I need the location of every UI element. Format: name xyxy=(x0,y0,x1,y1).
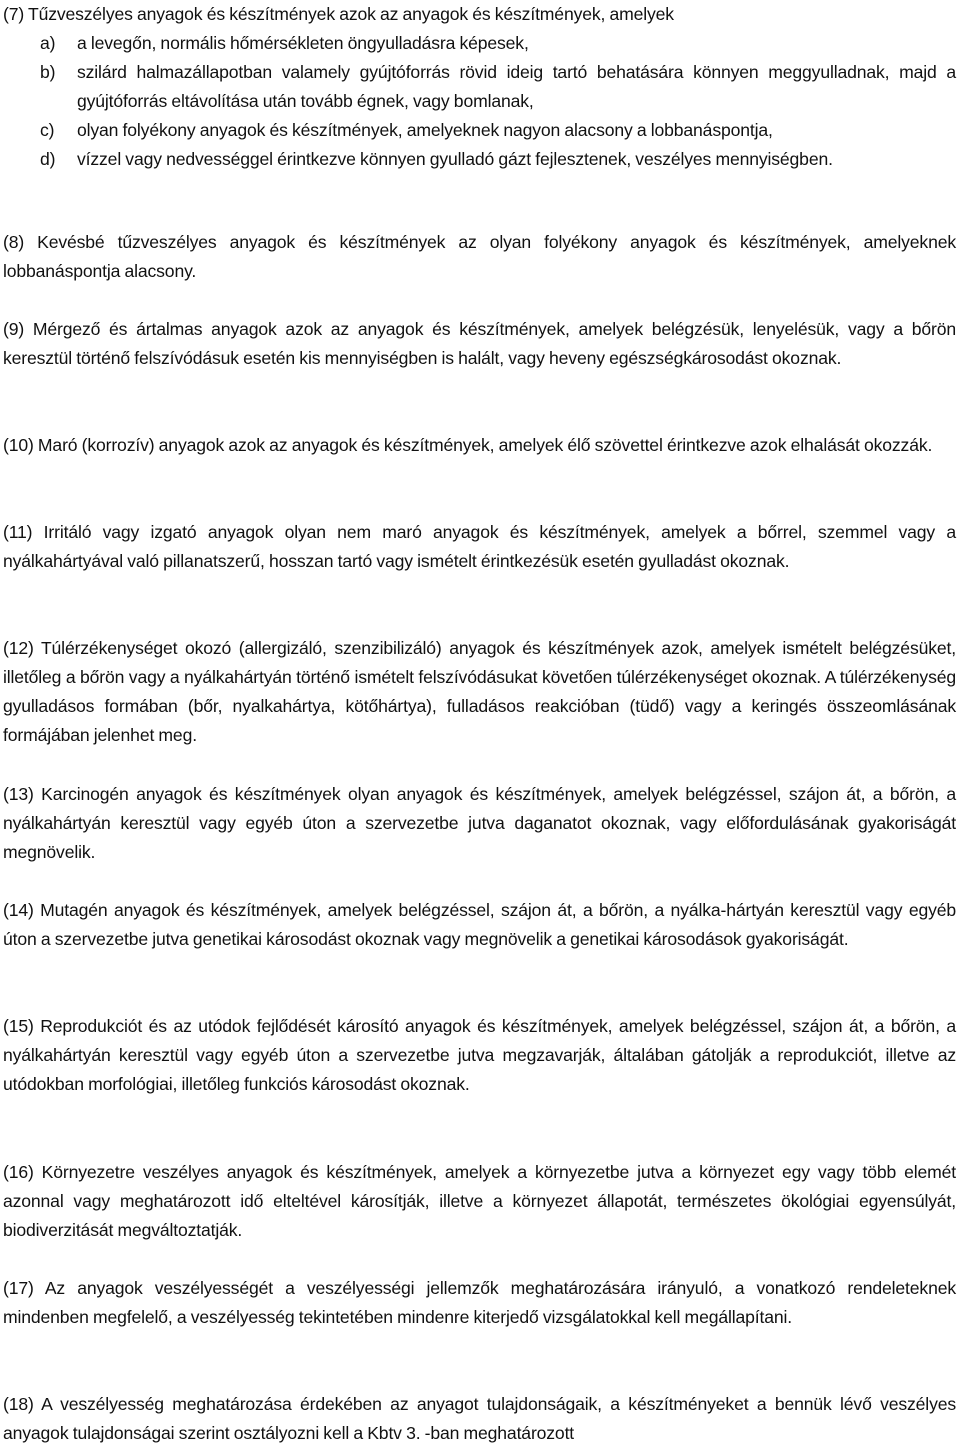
paragraph-15: (15) Reprodukciót és az utódok fejlődését károsító anyagok és készítmények, amelyek belégzéssel, szájon át, a bőrön, a nyálkahártyán keresztül vagy egyéb úton a szervezetbe jutva megzavarják, általában gátolják a reprodukciót, illetve az utódokban morfológiai, illetőleg funkciós károsodást okoznak. xyxy=(3,1016,956,1094)
list-item-text: vízzel vagy nedvességgel érintkezve könnyen gyulladó gázt fejlesztenek, veszélyes mennyiségben. xyxy=(77,149,833,169)
paragraph-11: (11) Irritáló vagy izgató anyagok olyan nem maró anyagok és készítmények, amelyek a bőrrel, szemmel vagy a nyálkahártyával való pillanatszerű, hosszan tartó vagy ismételt érintkezésük esetén gyulladást okoznak. xyxy=(3,522,956,571)
list-item-c xyxy=(3,116,956,145)
list-marker: b) xyxy=(40,62,56,82)
paragraph-17: (17) Az anyagok veszélyességét a veszélyességi jellemzők meghatározására irányuló, a vonatkozó rendeleteknek mindenben megfelelő, a veszélyesség tekintetében mindenre kiterjedő vizsgálatokkal kell megállapítani. xyxy=(3,1278,956,1327)
list-marker: c) xyxy=(40,120,55,140)
list-marker: a) xyxy=(40,33,56,53)
paragraph-13: (13) Karcinogén anyagok és készítmények olyan anyagok és készítmények, amelyek belégzéssel, szájon át, a bőrön, a nyálkahártyán keresztül vagy egyéb úton a szervezetbe jutva daganatot okoznak, vagy előfordulásának gyakoriságát megnövelik. xyxy=(3,784,956,862)
paragraph-14: (14) Mutagén anyagok és készítmények, amelyek belégzéssel, szájon át, a bőrön, a nyálka-hártyán keresztül vagy egyéb úton a szervezetbe jutva genetikai károsodást okoznak vagy megnövelik a genetikai károsodások gyakoriságát. xyxy=(3,900,956,949)
paragraph-9: (9) Mérgező és ártalmas anyagok azok az anyagok és készítmények, amelyek belégzésük, lenyelésük, vagy a bőrön keresztül történő felszívódásuk esetén kis mennyiségben is halált, vagy heveny egészségkárosodást okoznak. xyxy=(3,319,956,368)
list-item-b xyxy=(3,58,956,116)
list-marker: d) xyxy=(40,149,56,169)
paragraph-8: (8) Kevésbé tűzveszélyes anyagok és készítmények az olyan folyékony anyagok és készítmények, amelyeknek lobbanáspontja alacsony. xyxy=(3,232,956,281)
paragraph-10: (10) Maró (korrozív) anyagok azok az anyagok és készítmények, amelyek élő szövettel érintkezve azok elhalását okozzák. xyxy=(3,435,933,455)
list-item-a xyxy=(3,29,956,58)
paragraph-16: (16) Környezetre veszélyes anyagok és készítmények, amelyek a környezetbe jutva a környezet egy vagy több elemét azonnal vagy meghatározott idő elteltével károsítják, illetve a környezet állapotát, természetes ökológiai egyensúlyát, biodiverzitását megváltoztatják. xyxy=(3,1162,956,1240)
paragraph-7 xyxy=(3,0,956,174)
paragraph-12: (12) Túlérzékenységet okozó (allergizáló, szenzibilizáló) anyagok és készítmények azok, amelyek ismételt belégzésüket, illetőleg a bőrön vagy a nyálkahártyán történő ismételt felszívódásukat követően túlérzékenységet okoznak. A túlérzékenység gyulladásos formában (bőr, nyalkahártya, kötőhártya), fulladásos reakcióban (tüdő) vagy a keringés összeomlásának formájában jelenhet meg. xyxy=(3,638,956,745)
paragraph-18: (18) A veszélyesség meghatározása érdekében az anyagot tulajdonságaik, a készítményeket a bennük lévő veszélyes anyagok tulajdonságai szerint osztályozni kell a Kbtv 3. -ban meghatározott xyxy=(3,1394,956,1443)
list-item-d xyxy=(3,145,956,174)
paragraph-7-intro: (7) Tűzveszélyes anyagok és készítmények azok az anyagok és készítmények, amelyek xyxy=(3,4,674,24)
list-item-text: szilárd halmazállapotban valamely gyújtóforrás rövid ideig tartó behatására könnyen meggyulladnak, majd a gyújtóforrás eltávolítása után tovább égnek, vagy bomlanak, xyxy=(77,62,956,111)
list-item-text: olyan folyékony anyagok és készítmények, amelyeknek nagyon alacsony a lobbanáspontja, xyxy=(77,120,773,140)
list-item-text: a levegőn, normális hőmérsékleten öngyulladásra képesek, xyxy=(77,33,529,53)
